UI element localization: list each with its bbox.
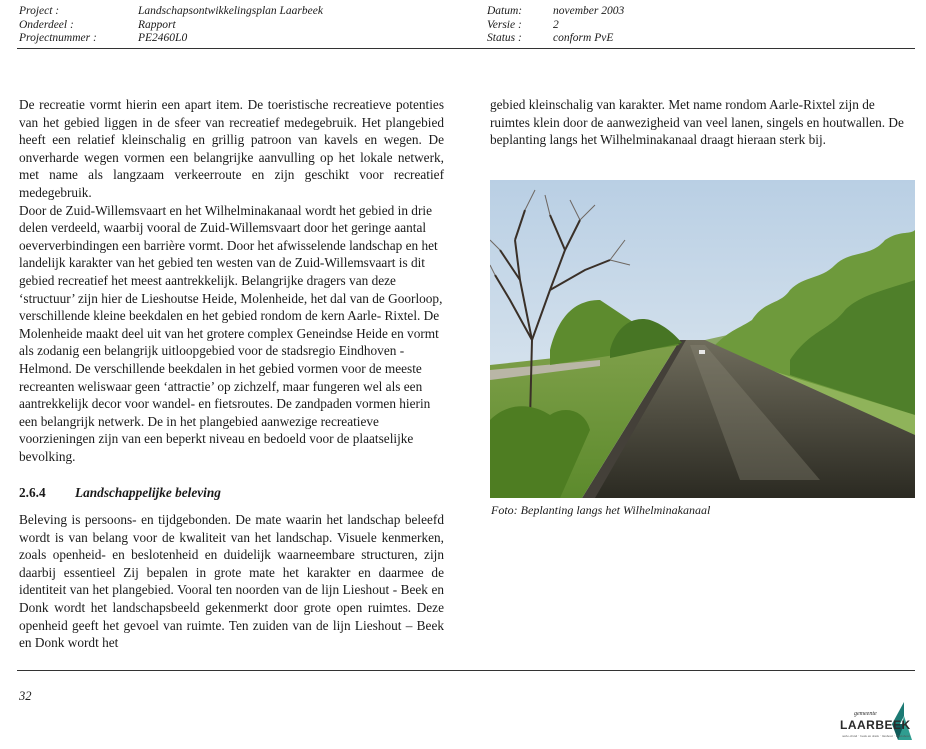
header-values-right bbox=[553, 5, 624, 46]
header-values-left bbox=[138, 5, 323, 46]
logo-name: LAARBEEK bbox=[840, 718, 911, 732]
canal-photo bbox=[490, 180, 915, 498]
section-title: Landschappelijke beleving bbox=[75, 485, 221, 500]
versie-label: Versie : bbox=[487, 18, 522, 31]
photo-caption: Foto: Beplanting langs het Wilhelminakanaal bbox=[491, 503, 711, 517]
datum-value: november 2003 bbox=[553, 5, 625, 17]
right-column bbox=[490, 96, 915, 149]
header-labels-right bbox=[487, 5, 522, 46]
footer-rule bbox=[17, 670, 915, 671]
section-heading bbox=[19, 485, 221, 501]
paragraph-recreatie: De recreatie vormt hierin een apart item. De toeristische recreatieve potenties van het gebied liggen in de sfeer van recreatief medegebruik. Het plangebied heeft een relatief kleinschalig en grillig patroon van kavels en wegen. De onverharde wegen vormen een belangrijke aanvulling op het lokale netwerk, met name als langzaam verkeerroute en zijn geschikt voor recreatief medegebruik. bbox=[19, 97, 444, 200]
onderdeel-value: Rapport bbox=[138, 18, 176, 31]
canal-photo-image bbox=[490, 180, 915, 498]
versie-value: 2 bbox=[553, 18, 559, 31]
paragraph-zuid-willemsvaart: Door de Zuid-Willemsvaart en het Wilhelminakanaal wordt het gebied in drie delen verdeeld, waarbij vooral de Zuid-Willemsvaart door het geringe aantal oeververbindingen een barrière vormt. Door het afwisselende landschap en het landelijk karakter van het gebied ten westen van de Zuid-Willemsvaart is dit gebied recreatief het meest aantrekkelijk. Belangrijke dragers van deze ‘structuur’ zijn hier de Lieshoutse Heide, Molenheide, het dal van de Goorloop, verschillende kleine beekdalen en het gebied rondom de kern Aarle- Rixtel. De Molenheide maakt deel uit van het grotere complex Geneindse Heide en vormt als zodanig een belangrijk uitloopgebied voor de stadsregio Eindhoven - Helmond. De verschillende beekdalen in het gebied vormen voor de meeste recreanten weliswaar geen ‘attractie’ op zichzelf, maar fungeren wel als een aantrekkelijk decor voor wandel- en fietsroutes. De zandpaden vormen hierin een belangrijk netwerk. De in het plangebied aanwezige recreatieve voorzieningen zijn van een beperkt niveau en bedoeld voor de plaatselijke bevolking. bbox=[19, 202, 443, 464]
status-label: Status : bbox=[487, 32, 522, 44]
paragraph-beleving: Beleving is persoons- en tijdgebonden. De mate waarin het landschap beleefd wordt is van belang voor de kwaliteit van het landschap. Visuele kenmerken, zoals openheid- en beslotenheid en duidelijk waarneembare structuren, zijn daarbij essentieel Zij bepalen in grote mate het karakter en daarmee de identiteit van het plangebied. Vooral ten noorden van de lijn Lieshout - Beek en Donk wordt het landschapsbeeld gekenmerkt door grote open ruimtes. Deze openheid geeft het gevoel van ruimte. Ten zuiden van de lijn Lieshout – Beek en Donk wordt het bbox=[19, 512, 444, 651]
logo-tagline: aarle-rixtel · beek en donk · lieshout · mariahout bbox=[842, 734, 911, 738]
paragraph-kleinschalig: gebied kleinschalig van karakter. Met name rondom Aarle-Rixtel zijn de ruimtes klein door de aanwezigheid van veel lanen, singels en houtwallen. De beplanting langs het Wilhelminakanaal draagt hieraan sterk bij. bbox=[490, 97, 904, 148]
projectnummer-label: Projectnummer : bbox=[19, 32, 97, 44]
laarbeek-logo bbox=[836, 702, 916, 744]
status-value: conform PvE bbox=[553, 32, 614, 44]
datum-label: Datum: bbox=[487, 5, 523, 17]
logo-gemeente: gemeente bbox=[854, 711, 877, 717]
header-labels-left bbox=[19, 5, 97, 46]
header-rule bbox=[17, 48, 915, 49]
project-label: Project : bbox=[19, 5, 60, 17]
onderdeel-label: Onderdeel : bbox=[19, 18, 74, 31]
project-value: Landschapsontwikkelingsplan Laarbeek bbox=[138, 5, 323, 17]
page-number: 32 bbox=[19, 689, 32, 703]
section-number: 2.6.4 bbox=[19, 485, 46, 500]
left-column-beleving bbox=[19, 511, 444, 652]
left-column bbox=[19, 96, 444, 465]
projectnummer-value: PE2460L0 bbox=[138, 32, 188, 44]
